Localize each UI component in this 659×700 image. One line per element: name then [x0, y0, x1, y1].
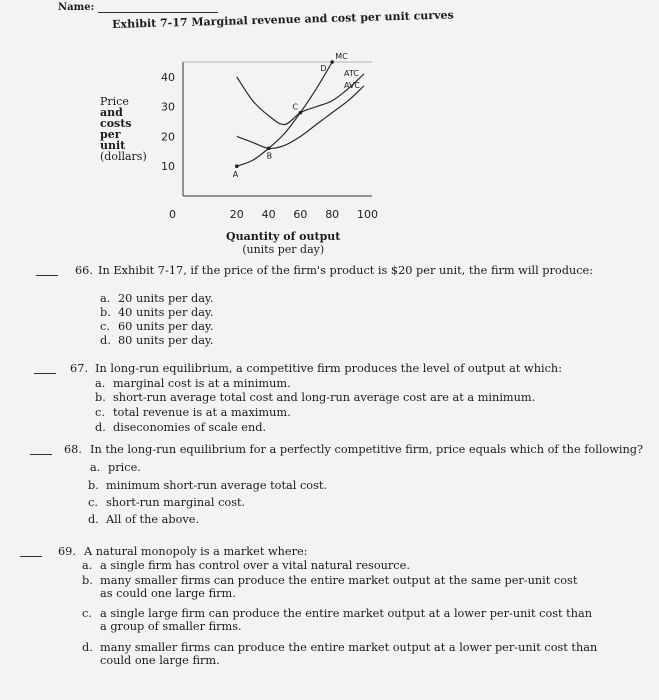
option-text: short-run average total cost and long-run average cost are at a minimum.	[113, 391, 536, 404]
option-d	[95, 421, 266, 434]
option-text: short-run marginal cost.	[106, 496, 246, 509]
option-d	[88, 513, 199, 526]
y-tick-label: 40	[161, 70, 175, 84]
option-b	[95, 391, 535, 404]
y-axis-label-line: costs	[100, 117, 132, 130]
x-axis-label-main: Quantity of output	[226, 230, 341, 243]
option-letter: c.	[100, 320, 110, 333]
option-letter: a.	[100, 292, 111, 305]
curve-label-mc: MC	[335, 52, 348, 61]
y-axis-label-line: and	[100, 106, 123, 119]
x-tick-label: 100	[357, 208, 378, 221]
y-tick-label: 30	[161, 100, 175, 114]
x-axis-label-unit: (units per day)	[242, 243, 325, 256]
question-number: 68.	[64, 443, 82, 456]
x-axis-label	[226, 230, 340, 256]
y-tick-label: 20	[161, 130, 175, 144]
curve-label-avc: AVC	[344, 80, 361, 90]
option-letter: b.	[88, 479, 99, 492]
option-letter: c.	[88, 496, 98, 509]
option-text: 60 units per day.	[118, 320, 214, 333]
option-letter: a.	[90, 461, 101, 474]
option-text: diseconomies of scale end.	[113, 421, 267, 434]
exhibit-title: Exhibit 7-17 Marginal revenue and cost per unit curves	[112, 8, 454, 31]
option-text: total revenue is at a maximum.	[113, 406, 291, 419]
option-c	[95, 406, 291, 419]
option-letter: d.	[82, 641, 93, 654]
option-a	[100, 292, 213, 305]
question-text: In Exhibit 7-17, if the price of the firm's product is $20 per unit, the firm will produce:	[98, 264, 594, 277]
option-a	[95, 377, 291, 390]
option-letter: a.	[82, 559, 93, 572]
answer-blank[interactable]	[20, 556, 42, 557]
option-c	[82, 607, 622, 634]
question-number: 69.	[58, 545, 76, 558]
point-b	[267, 147, 271, 151]
x-tick-label: 80	[325, 208, 340, 221]
option-letter: b.	[82, 574, 93, 587]
answer-blank[interactable]	[34, 373, 56, 374]
option-text: many smaller firms can produce the entire market output at a lower per-unit cost than could one large firm.	[100, 641, 598, 668]
point-label-b: B	[266, 151, 273, 161]
y-axis-label-line: unit	[100, 139, 126, 152]
point-label-c: C	[292, 102, 298, 112]
option-a	[90, 461, 141, 474]
option-b	[88, 479, 327, 492]
curve-mc	[237, 62, 332, 166]
option-d	[82, 641, 622, 668]
question-text: A natural monopoly is a market where:	[84, 545, 308, 558]
x-tick-label: 40	[261, 208, 276, 221]
option-a	[82, 559, 410, 572]
y-axis-label-line: Price	[100, 95, 129, 108]
option-c	[88, 496, 245, 509]
option-text: many smaller firms can produce the entire market output at the same per-unit cost as could one large firm.	[100, 574, 578, 601]
option-b	[82, 574, 602, 601]
question-text: In the long-run equilibrium for a perfectly competitive firm, price equals which of the following?	[90, 443, 644, 456]
option-text: 20 units per day.	[118, 292, 214, 305]
y-tick-label: 10	[161, 160, 175, 174]
x-tick-label: 60	[293, 208, 308, 221]
option-text: All of the above.	[106, 513, 200, 526]
option-text: 40 units per day.	[118, 306, 214, 319]
y-axis-label-line: per	[100, 128, 121, 141]
option-text: minimum short-run average total cost.	[106, 479, 328, 492]
option-letter: d.	[100, 334, 111, 347]
x-tick-label: 0	[169, 208, 176, 221]
option-letter: a.	[95, 377, 106, 390]
option-b	[100, 306, 213, 319]
x-tick-label: 20	[229, 208, 244, 221]
curve-avc	[237, 86, 364, 149]
option-letter: c.	[95, 406, 105, 419]
point-label-a: A	[232, 170, 239, 180]
point-label-d: D	[320, 64, 327, 73]
option-text: marginal cost is at a minimum.	[113, 377, 291, 390]
point-d	[330, 60, 334, 64]
answer-blank[interactable]	[30, 454, 52, 455]
question-number: 66.	[75, 264, 93, 277]
question-text: In long-run equilibrium, a competitive firm produces the level of output at which:	[95, 362, 563, 375]
curve-label-atc: ATC	[344, 68, 359, 78]
option-d	[100, 334, 213, 347]
option-letter: b.	[95, 391, 106, 404]
option-text: a single large firm can produce the entire market output at a lower per-unit cost than a group of smaller firms.	[100, 607, 593, 634]
option-letter: c.	[82, 607, 92, 620]
point-c	[299, 111, 303, 115]
question-number: 67.	[70, 362, 88, 375]
option-letter: d.	[88, 513, 99, 526]
exhibit-chart	[0, 0, 659, 260]
y-axis-label-line: (dollars)	[100, 150, 147, 163]
option-text: price.	[108, 461, 141, 474]
option-c	[100, 320, 213, 333]
option-text: a single firm has control over a vital natural resource.	[100, 559, 410, 572]
option-letter: d.	[95, 421, 106, 434]
name-label: Name:	[58, 2, 95, 13]
option-text: 80 units per day.	[118, 334, 214, 347]
point-a	[235, 164, 239, 168]
answer-blank[interactable]	[36, 275, 58, 276]
option-letter: b.	[100, 306, 111, 319]
